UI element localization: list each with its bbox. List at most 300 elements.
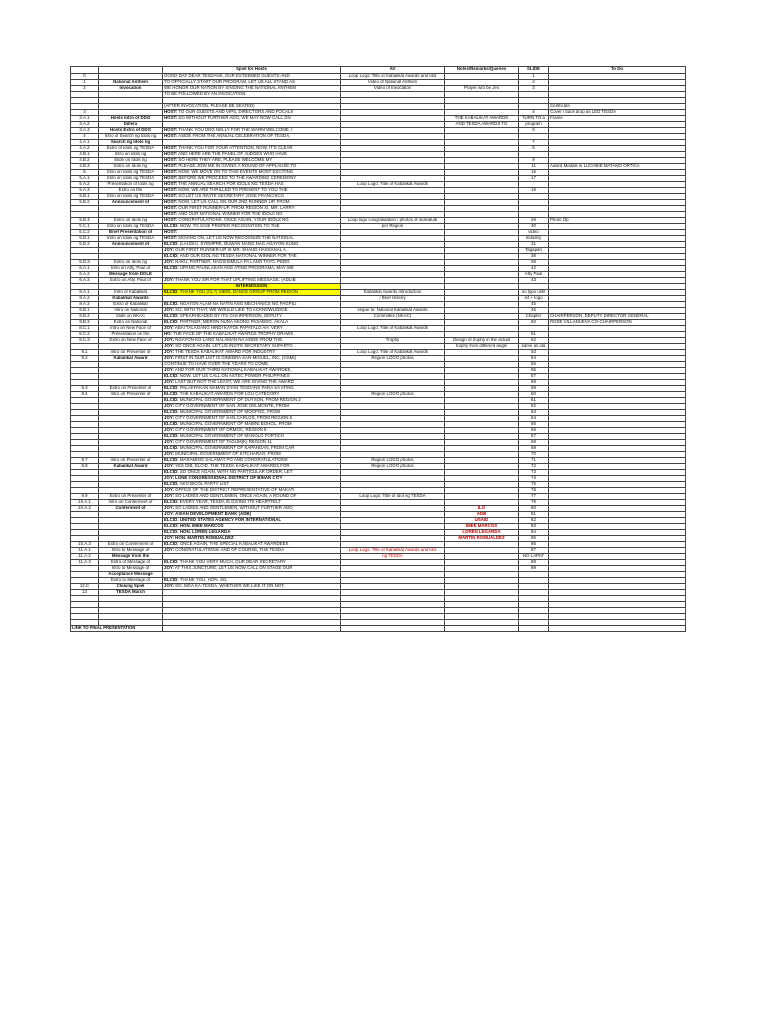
cell-av[interactable]: Loop Logo: Title of Kabalikat Awards xyxy=(341,326,445,332)
spiel-text: AKO BICOL PARTY LIST xyxy=(179,481,229,486)
cell-segment[interactable]: Kabalikat Awards xyxy=(99,296,163,302)
spiel-text: TO OFFICIALLY START OUR PROGRAM, LET US ALL STAND AS xyxy=(164,79,295,84)
cell-slide[interactable]: 60 xyxy=(519,392,549,398)
spiel-text: HON. LOREN LEGARDA xyxy=(179,529,231,534)
speaker-label: JOY: xyxy=(164,259,174,264)
cell-av[interactable]: Loop logo congratulation / photos of individual xyxy=(341,218,445,224)
cell-segment[interactable]: Message from the xyxy=(99,554,163,560)
cell-segment[interactable]: Intro of Kabalikat xyxy=(99,290,163,296)
cell-segment[interactable]: Invocation xyxy=(99,86,163,92)
cell-segment[interactable]: Intro of Search ng Idols ng xyxy=(99,134,163,140)
cell-slide[interactable]: 83 xyxy=(519,524,549,530)
spiel-text: EVERY YEAR, TESDA IS GIVING ITS HEARTFELT xyxy=(179,499,281,504)
speaker-label: HOST: xyxy=(164,193,178,198)
cell-number[interactable]: 5.A.2 xyxy=(71,182,99,188)
cell-notes[interactable]: AND TESDA AWARDS TO xyxy=(445,122,519,128)
spiel-text: ASIAN DEVELOPMENT BANK (ADB) xyxy=(175,511,252,516)
cell-av[interactable]: Committee (NKAC) xyxy=(341,314,445,320)
cell-notes[interactable]: LOREN LEGARDA xyxy=(445,530,519,536)
cell-slide[interactable]: 64 xyxy=(519,416,549,422)
cell-number[interactable]: 10.A.1 xyxy=(71,500,99,506)
cell-segment[interactable]: Kabalikat Award xyxy=(99,464,163,470)
cell-slide[interactable]: 31 xyxy=(519,242,549,248)
cell-slide[interactable]: 76 xyxy=(519,488,549,494)
speaker-label: JOY: xyxy=(164,439,174,444)
cell-number[interactable]: 5.D.3 xyxy=(71,260,99,266)
cell-slide[interactable]: 75 xyxy=(519,482,549,488)
cell-av[interactable]: Loop Logo: Title of Kabalikat Awards and Idol xyxy=(341,548,445,554)
cell-slide[interactable]: NO LAPAT xyxy=(519,554,549,560)
spiel-text: NOW, LET US CALL ON OUR 2ND RUNNER UP, FROM xyxy=(178,199,290,204)
spiel-text: THANK YOU DDG NELLY FOR THE WARM WELCOME. I xyxy=(178,127,293,132)
spiel-text: NOW, WE ARE THRILLED TO PRESENT TO YOU THE xyxy=(178,187,288,192)
cell-slide[interactable]: 53 xyxy=(519,350,549,356)
cell-av[interactable]: Video of Invocation xyxy=(341,86,445,92)
spiel-text: MOVING ON, LET US NOW RECOGNIZE THE NATIONAL xyxy=(178,235,294,240)
spiel-text: MUNICIPAL GOVERNMENT OF MOGPOG, FROM xyxy=(179,409,281,414)
speaker-label: ELCID: xyxy=(164,373,179,378)
spiel-text: CITY GOVERNMENT OF SAN JOSE DELMONTE, FROM xyxy=(175,403,289,408)
cell-segment[interactable]: Hosts Intro of DDG xyxy=(99,116,163,122)
speaker-label: JOY: xyxy=(164,565,174,570)
cell-av[interactable]: Region LOGO photos xyxy=(341,464,445,470)
cell-segment[interactable]: Slide on Idols ng xyxy=(99,158,163,164)
spiel-text: NOW, LET US CALL ON ASTEC POWER PHILIPPINES xyxy=(179,373,290,378)
cell-number[interactable]: 0 xyxy=(71,74,99,80)
cell-slide[interactable]: 77 xyxy=(519,494,549,500)
speaker-label: ELCID: xyxy=(164,397,179,402)
cell-number[interactable]: 4.B.1 xyxy=(71,152,99,158)
cell-number[interactable]: 5 xyxy=(71,170,99,176)
speaker-label: ELCID: xyxy=(164,499,179,504)
cell-av[interactable]: Loop Logo: Title of Kabalikat Awards and Idol xyxy=(341,74,445,80)
cell-segment[interactable]: Intro on Idols ng TESDA xyxy=(99,236,163,242)
cell-number[interactable]: 6.A.1 xyxy=(71,266,99,272)
speaker-label: HOST: xyxy=(164,175,178,180)
cell-slide[interactable]: 39 xyxy=(519,260,549,266)
spiel-text: (AFTER INVOCATION, PLEASE BE SEATED) xyxy=(164,103,255,108)
cell-slide[interactable]: 88 xyxy=(519,560,549,566)
cell-slide[interactable]: 11 xyxy=(519,164,549,170)
spiel-text: SO, MGA KA-TESDA, WHETHER WE LIKE IT OR NOT, xyxy=(175,583,285,588)
cell-slide[interactable]: 59 xyxy=(519,386,549,392)
header-notes: Notes/Remarks/Queries xyxy=(445,67,519,74)
cell-segment[interactable]: Extro of Message of xyxy=(99,560,163,566)
cell-slide[interactable]: same as ida xyxy=(519,344,549,350)
footer-cell xyxy=(519,626,549,632)
cell-segment[interactable]: Extro on Idols ng xyxy=(99,260,163,266)
speaker-label: ELCID: xyxy=(164,433,179,438)
cell-slide[interactable]: program xyxy=(519,122,549,128)
cell-number[interactable]: 9.9 xyxy=(71,494,99,500)
cell-slide[interactable]: 6 xyxy=(519,128,549,134)
cell-segment[interactable]: Closing Spiel xyxy=(99,584,163,590)
spiel-text: THANK YOU FOR YOUR ATTENTION. NOW, IT'S CLEAR xyxy=(178,145,293,150)
cell-number[interactable]: 4 xyxy=(71,134,99,140)
cell-segment[interactable]: Intro on Idols ng TESDA xyxy=(99,170,163,176)
footer-cell xyxy=(163,626,341,632)
cell-av[interactable]: Loop Logo: Title of Kabalikat Awards xyxy=(341,182,445,188)
cell-slide[interactable]: 8 xyxy=(519,146,549,152)
cell-todo[interactable]: Frame xyxy=(549,116,686,122)
cell-slide[interactable]: 73 xyxy=(519,470,549,476)
cell-segment[interactable]: Extro to Message of xyxy=(99,578,163,584)
cell-number[interactable]: 3.A.1 xyxy=(71,116,99,122)
cell-number[interactable]: 3.A.2 xyxy=(71,122,99,128)
speaker-label: JOY: xyxy=(164,325,174,330)
cell-slide[interactable]: 44 + logo xyxy=(519,296,549,302)
spiel-text: LONE CONGRESSIONAL DISTRICT OF BINAN CITY xyxy=(175,475,283,480)
spiel-text: THE KABALIKAT AWARDS FOR LGU CATEGORY xyxy=(179,391,280,396)
cell-segment[interactable]: Announcement of xyxy=(99,200,163,206)
speaker-label: ELCID: xyxy=(164,223,179,228)
cell-av[interactable]: per Region xyxy=(341,224,445,230)
cell-segment[interactable]: Dillera xyxy=(99,122,163,128)
speaker-label: HOST: xyxy=(164,169,178,174)
cell-slide[interactable]: video xyxy=(519,230,549,236)
cell-segment[interactable]: National Anthem xyxy=(99,80,163,86)
speaker-label: JOY: xyxy=(164,547,174,552)
header-av: AV xyxy=(341,67,445,74)
speaker-label: HO: xyxy=(164,331,173,336)
cell-slide[interactable]: 86 xyxy=(519,542,549,548)
cell-slide[interactable]: 30 xyxy=(519,224,549,230)
cell-slide[interactable]: 87 xyxy=(519,548,549,554)
speaker-label: ELCID: xyxy=(164,517,179,522)
speaker-label: ELCID: xyxy=(164,391,179,396)
cell-slide[interactable]: 55 xyxy=(519,362,549,368)
cell-segment[interactable]: TESDA March xyxy=(99,590,163,596)
cell-slide[interactable]: 65 xyxy=(519,422,549,428)
cell-number[interactable]: 10.A.2 xyxy=(71,506,99,512)
cell-notes[interactable]: Design of trophy in the actual xyxy=(445,338,519,344)
spiel-text: AND HERE ARE THE PANEL OF JUDGES WHO HAVE xyxy=(178,151,288,156)
cell-number[interactable]: 9.1 xyxy=(71,350,99,356)
cell-number[interactable]: 5.B.1 xyxy=(71,194,99,200)
cell-av[interactable]: Region LOGO photos xyxy=(341,356,445,362)
cell-number[interactable]: 10.A.3 xyxy=(71,542,99,548)
cell-number[interactable]: 5.B.2 xyxy=(71,200,99,206)
cell-slide[interactable]: 62 xyxy=(519,404,549,410)
cell-slide[interactable]: 63 xyxy=(519,410,549,416)
spiel-text: THANK YOU, HON. SO, xyxy=(179,577,228,582)
cell-segment[interactable]: Search ng Idols ng xyxy=(99,140,163,146)
spiel-text: MUNICIPAL GOVERNMENT OF KAPANGAN, FROM CAR xyxy=(179,445,295,450)
cell-number[interactable]: 5.D.2 xyxy=(71,242,99,248)
cell-number[interactable]: 8.B.3 xyxy=(71,320,99,326)
cell-segment[interactable]: Presentation on the xyxy=(99,332,163,338)
spiel-text: OFFICE OF THE DISTRICT REPRESENTATIVE OF MAKATI xyxy=(175,487,295,492)
cell-number[interactable]: 5.A.3 xyxy=(71,188,99,194)
cell-segment[interactable]: Extro of Idols ng TESDA xyxy=(99,146,163,152)
cell-segment[interactable]: Extro on Atty. Paul of xyxy=(99,278,163,284)
cell-todo[interactable]: Cover / back drop as LED TESDA xyxy=(549,110,686,116)
speaker-label: HOST: xyxy=(164,217,178,222)
cell-notes[interactable]: ILO xyxy=(445,506,519,512)
speaker-label: HOST: xyxy=(164,157,178,162)
spiel-text: AND OUR IDOL NG TESDA NATIONAL WINNER FOR THE xyxy=(179,253,297,258)
cell-slide[interactable]: 38 xyxy=(519,254,549,260)
cell-number[interactable]: 3 xyxy=(71,110,99,116)
cell-segment[interactable]: Intro on New Face of xyxy=(99,326,163,332)
spiel-text: NOW, WE MOVE ON TO THIS EVENTS MOST EXCITING xyxy=(178,169,294,174)
footer-cell xyxy=(341,626,445,632)
table-body xyxy=(71,74,686,626)
cell-notes[interactable]: THE KABALIKAT AWARDS xyxy=(445,116,519,122)
cell-number[interactable]: 5.D.1 xyxy=(71,236,99,242)
cell-number[interactable]: 5.B.3 xyxy=(71,218,99,224)
cell-number[interactable]: 13 xyxy=(71,590,99,596)
cell-slide[interactable]: 82 xyxy=(519,518,549,524)
cell-slide[interactable]: 81 xyxy=(519,512,549,518)
cell-segment[interactable]: Intro on Idols ng xyxy=(99,152,163,158)
cell-slide[interactable]: 17 xyxy=(519,176,549,182)
spreadsheet xyxy=(70,66,685,632)
cell-number[interactable]: 8.C.3 xyxy=(71,338,99,344)
cell-segment[interactable]: Intro on Atty. Paul of xyxy=(99,266,163,272)
cell-number[interactable]: 5.A.1 xyxy=(71,176,99,182)
cell-slide[interactable]: 89 xyxy=(519,566,549,572)
cell-segment[interactable]: Extro on the xyxy=(99,188,163,194)
spiel-text: TO OUR GUESTS AND VIPS, DIRECTORS AND FOCALS xyxy=(178,109,294,114)
cell-slide[interactable]: 1 xyxy=(519,74,549,80)
cell-segment[interactable]: Extro on Presenter of xyxy=(99,386,163,392)
cell-number[interactable]: 8.C.1 xyxy=(71,326,99,332)
speaker-label: JOY: xyxy=(164,511,174,516)
cell-number[interactable]: 9.7 xyxy=(71,458,99,464)
cell-segment[interactable]: Announcement of xyxy=(99,242,163,248)
cell-segment[interactable]: Brief Presentation of xyxy=(99,230,163,236)
cell-segment[interactable]: Acceptance Message xyxy=(99,572,163,578)
cell-todo[interactable]: Photo Op xyxy=(549,218,686,224)
speaker-label: JOY: xyxy=(164,403,174,408)
speaker-label: ELCID: xyxy=(164,385,179,390)
cell-number[interactable]: 5.C.2 xyxy=(71,230,99,236)
cell-segment[interactable]: Extro of Kabalikat xyxy=(99,302,163,308)
spiel-text: CONGRATULATIONS! AND OF COURSE, THE TESDA xyxy=(175,547,285,552)
cell-segment[interactable]: Message from DOLE xyxy=(99,272,163,278)
cell-segment[interactable]: Presentation of Idols ng xyxy=(99,182,163,188)
cell-av[interactable]: Video of National Anthem xyxy=(341,80,445,86)
spiel-text: UPANG PAUNLAKAN ANG ATING PROGRAMA, MAY WE xyxy=(179,265,294,270)
cell-slide[interactable]: Atty Paul xyxy=(519,272,549,278)
cell-slide[interactable]: Chapter xyxy=(519,314,549,320)
cell-slide[interactable]: 18 xyxy=(519,188,549,194)
cell-number[interactable]: 9.8 xyxy=(71,464,99,470)
cell-av[interactable]: Loop Logo: Title of Idol ng TESDA xyxy=(341,494,445,500)
cell-number[interactable]: 5.C.1 xyxy=(71,224,99,230)
cell-slide[interactable]: 50 xyxy=(519,320,549,326)
cell-segment[interactable]: Intro on Presenter of xyxy=(99,350,163,356)
speaker-label: ELCID: xyxy=(164,577,179,582)
cell-slide[interactable]: 61 xyxy=(519,398,549,404)
cell-slide[interactable]: 68 xyxy=(519,440,549,446)
cell-segment[interactable]: Intro to Message of xyxy=(99,548,163,554)
cell-slide[interactable]: 42 xyxy=(519,266,549,272)
spiel-text: BEFORE WE PROCEED TO THE AWARDING CEREMONY xyxy=(178,175,297,180)
cell-segment[interactable]: Extro on Idols ng xyxy=(99,164,163,170)
spiel-text: SO WITHOUT FURTHER ADO, WE MAY NOW CALL ON xyxy=(178,115,291,120)
final-presentation-link[interactable]: LINK TO FINAL PRESENTATION xyxy=(71,626,163,632)
cell-number[interactable]: 4.A.1 xyxy=(71,140,99,146)
cell-av[interactable]: Region LOGO photos xyxy=(341,458,445,464)
cell-notes[interactable]: ADB xyxy=(445,512,519,518)
spiel-text: TO BE FOLLOWED BY AN INVOCATION. xyxy=(164,91,247,96)
cell-av[interactable]: Kabalikat Awards Introduction xyxy=(341,290,445,296)
spiel-text: NGAYON ALAM NA NATIN ANG MECHANICS NG PAGPILI xyxy=(179,301,297,306)
cell-segment[interactable]: Slide on NKAC xyxy=(99,314,163,320)
spiel-text: SO LADIES AND GENTLEMEN, WITHOUT FURTHER ADO xyxy=(175,505,293,510)
cell-segment[interactable]: Intro on Presenter of xyxy=(99,458,163,464)
cell-segment[interactable]: Extro on Presenter of xyxy=(99,494,163,500)
speaker-label: HOST: xyxy=(164,133,178,138)
cell-notes[interactable]: Prayer w/o be Jes xyxy=(445,86,519,92)
spiel-text: PLEASE JOIN ME IN GIVING A ROUND OF APPLAUSE TO xyxy=(178,163,297,168)
cell-number[interactable]: 4.A.2 xyxy=(71,146,99,152)
cell-slide[interactable]: Tagapan xyxy=(519,248,549,254)
cell-number[interactable]: 2 xyxy=(71,86,99,92)
cell-number[interactable]: 1 xyxy=(71,80,99,86)
spiel-text: THE ANNUAL SEARCH FOR IDOLS NG TESDA HAS xyxy=(178,181,284,186)
cell-todo[interactable]: Certificate xyxy=(549,104,686,110)
cell-slide[interactable]: TURN TO a xyxy=(519,116,549,122)
cell-slide[interactable]: 66 xyxy=(519,428,549,434)
speaker-label: ELCID: xyxy=(164,313,179,318)
cell-number[interactable]: 6.A.2 xyxy=(71,272,99,278)
cell-segment[interactable]: Intro on Idols ng TESDA xyxy=(99,224,163,230)
cell-slide[interactable]: 7 xyxy=(519,140,549,146)
cell-av[interactable]: Region LOGO photos xyxy=(341,392,445,398)
cell-number[interactable]: 8.B.1 xyxy=(71,308,99,314)
cell-number[interactable]: 12.C xyxy=(71,584,99,590)
cell-number[interactable]: 6.A.3 xyxy=(71,278,99,284)
cell-slide[interactable]: 84 xyxy=(519,530,549,536)
cell-todo[interactable]: ROSE VILLANUEVA CO-CHAIRPERSON xyxy=(549,320,686,326)
cell-segment[interactable]: Extro on Idols ng xyxy=(99,218,163,224)
cell-slide[interactable]: 79 xyxy=(519,500,549,506)
spiel-text: MARAMING SALAMAT PO AND CONGRATULATIONS xyxy=(179,457,288,462)
cell-number[interactable]: 11.A.3 xyxy=(71,560,99,566)
cell-slide[interactable]: 16 xyxy=(519,170,549,176)
spiel-text: GOOD DAY DEAR TESDANS, OUR ESTEEMED GUESTS AND xyxy=(164,73,290,78)
cell-slide[interactable]: 9 xyxy=(519,158,549,164)
cell-segment[interactable]: Intro on Idols ng TESDA xyxy=(99,194,163,200)
cell-slide[interactable]: 70 xyxy=(519,452,549,458)
speaker-label: ELCID: xyxy=(164,541,179,546)
cell-slide[interactable]: 71 xyxy=(519,458,549,464)
speaker-label: JOY: xyxy=(164,463,174,468)
cell-slide[interactable]: 2 xyxy=(519,80,549,86)
cell-slide[interactable]: no typo until xyxy=(519,290,549,296)
cell-slide[interactable]: 3 xyxy=(519,86,549,92)
cell-segment[interactable]: Intro on Idols ng TESDA xyxy=(99,176,163,182)
cell-number[interactable]: 4.B.2 xyxy=(71,158,99,164)
speaker-label: JOY: xyxy=(164,349,174,354)
cell-slide[interactable]: 51 xyxy=(519,332,549,338)
cell-number[interactable]: 9.4 xyxy=(71,392,99,398)
cell-number[interactable]: 8.A.2 xyxy=(71,296,99,302)
cell-notes[interactable]: trophy from different angle xyxy=(445,344,519,350)
spiel-text: PARTNER, MERON NUNA AKONG PASABOG. AKALA xyxy=(179,319,289,324)
cell-notes[interactable]: MARTIN ROMUALDEZ xyxy=(445,536,519,542)
speaker-label: JOY: xyxy=(164,355,174,360)
cell-number[interactable]: 8.A.3 xyxy=(71,302,99,308)
spiel-text: THANK YOU (CL?) SIBOL DANCE GROUP FROM REGION xyxy=(179,289,299,294)
cell-segment[interactable]: Extro on National xyxy=(99,320,163,326)
cell-todo[interactable]: CHAIRPERSON, DEPUTY DIRECTOR GENERAL xyxy=(549,314,686,320)
cell-slide[interactable]: 72 xyxy=(519,464,549,470)
cell-number[interactable]: 4.B.3 xyxy=(71,164,99,170)
cell-segment[interactable]: Hosts Extro of DDG xyxy=(99,128,163,134)
spiel-text: SO, WITH THAT, WE WOULD LIKE TO ACKNOWLEDGE xyxy=(175,307,288,312)
cell-av[interactable]: ng TESDA xyxy=(341,554,445,560)
cell-av[interactable]: segue to: National Kabalikat Awards xyxy=(341,308,445,314)
speaker-label: HOST: xyxy=(164,205,178,210)
cell-segment[interactable]: Extro on Conferment of xyxy=(99,542,163,548)
cell-number[interactable]: 11.A.2 xyxy=(71,554,99,560)
speaker-label: JOY: xyxy=(164,367,174,372)
cell-segment[interactable]: Intro on National xyxy=(99,308,163,314)
cell-slide[interactable]: 45 xyxy=(519,302,549,308)
cell-slide[interactable]: 43 xyxy=(519,278,549,284)
cell-number[interactable]: 11.A.1 xyxy=(71,548,99,554)
cell-segment[interactable]: Conferment of xyxy=(99,506,163,512)
spiel-text: OUR FIRST RUNNER-UP IS MR. SHAHD HASSANAL A. xyxy=(175,247,288,252)
cell-slide[interactable]: 67 xyxy=(519,434,549,440)
speaker-label: JOY: xyxy=(164,379,174,384)
speaker-label: HOST: xyxy=(164,181,178,186)
cell-slide[interactable]: 85 xyxy=(519,536,549,542)
cell-slide[interactable]: 74 xyxy=(519,476,549,482)
cell-slide[interactable]: 69 xyxy=(519,446,549,452)
cell-notes[interactable]: IMEE MARCOS xyxy=(445,524,519,530)
cell-segment[interactable]: Kabalikat Award xyxy=(99,356,163,362)
cell-slide[interactable]: 57 xyxy=(519,374,549,380)
spiel-text: SO LADIES AND GENTLEMEN, ONCE AGAIN, A ROUND OF xyxy=(175,493,297,498)
cell-number[interactable]: 9.3 xyxy=(71,386,99,392)
spiel-text: NAKU, PARTNER, NAGSISIMULA PA LANG TAYO. PERO xyxy=(175,259,290,264)
cell-todo[interactable]: Award Medals in LUCHBIE MATANO ORTICA xyxy=(549,164,686,170)
cell-segment[interactable]: Intro on Conferment of xyxy=(99,500,163,506)
cell-av[interactable]: / Brief History xyxy=(341,296,445,302)
cell-number[interactable]: 8.C.2 xyxy=(71,332,99,338)
cell-notes[interactable]: USAID xyxy=(445,518,519,524)
cell-av[interactable]: Trophy xyxy=(341,338,445,344)
cell-number[interactable]: 8.A.1 xyxy=(71,290,99,296)
cell-slide[interactable]: 46 xyxy=(519,308,549,314)
cell-segment[interactable]: Intro on Presenter of xyxy=(99,392,163,398)
cell-number[interactable]: 3.A.3 xyxy=(71,128,99,134)
cell-slide[interactable]: 58 xyxy=(519,380,549,386)
header-spiel: Spiel for Hosts xyxy=(163,67,341,74)
cell-slide[interactable]: Industry xyxy=(519,236,549,242)
cell-slide[interactable]: 52 xyxy=(519,338,549,344)
cell-slide[interactable]: 80 xyxy=(519,506,549,512)
cell-segment[interactable]: Intro to Message of xyxy=(99,566,163,572)
cell-number[interactable]: 8.B.2 xyxy=(71,314,99,320)
cell-slide[interactable]: 56 xyxy=(519,368,549,374)
cell-slide[interactable]: 54 xyxy=(519,356,549,362)
speaker-label: ELCID: xyxy=(164,301,179,306)
spiel-text: AT THIS JUNCTURE, LET US NOW CALL ON STAGE OUR xyxy=(174,565,293,570)
spiel-text: UNITED STATES AGENCY FOR INTERNATIONAL xyxy=(179,517,282,522)
spiel-text: AND OUR NATIONAL WINNER FOR THE IDOLS NG xyxy=(178,211,283,216)
cell-av[interactable]: Loop Logo: Title of Kabalikat Awards xyxy=(341,350,445,356)
cell-slide[interactable]: 29 xyxy=(519,218,549,224)
cell-segment[interactable]: Extro on New Face of xyxy=(99,338,163,344)
cell-slide[interactable]: 4 xyxy=(519,110,549,116)
cell-number[interactable]: 9.2 xyxy=(71,356,99,362)
